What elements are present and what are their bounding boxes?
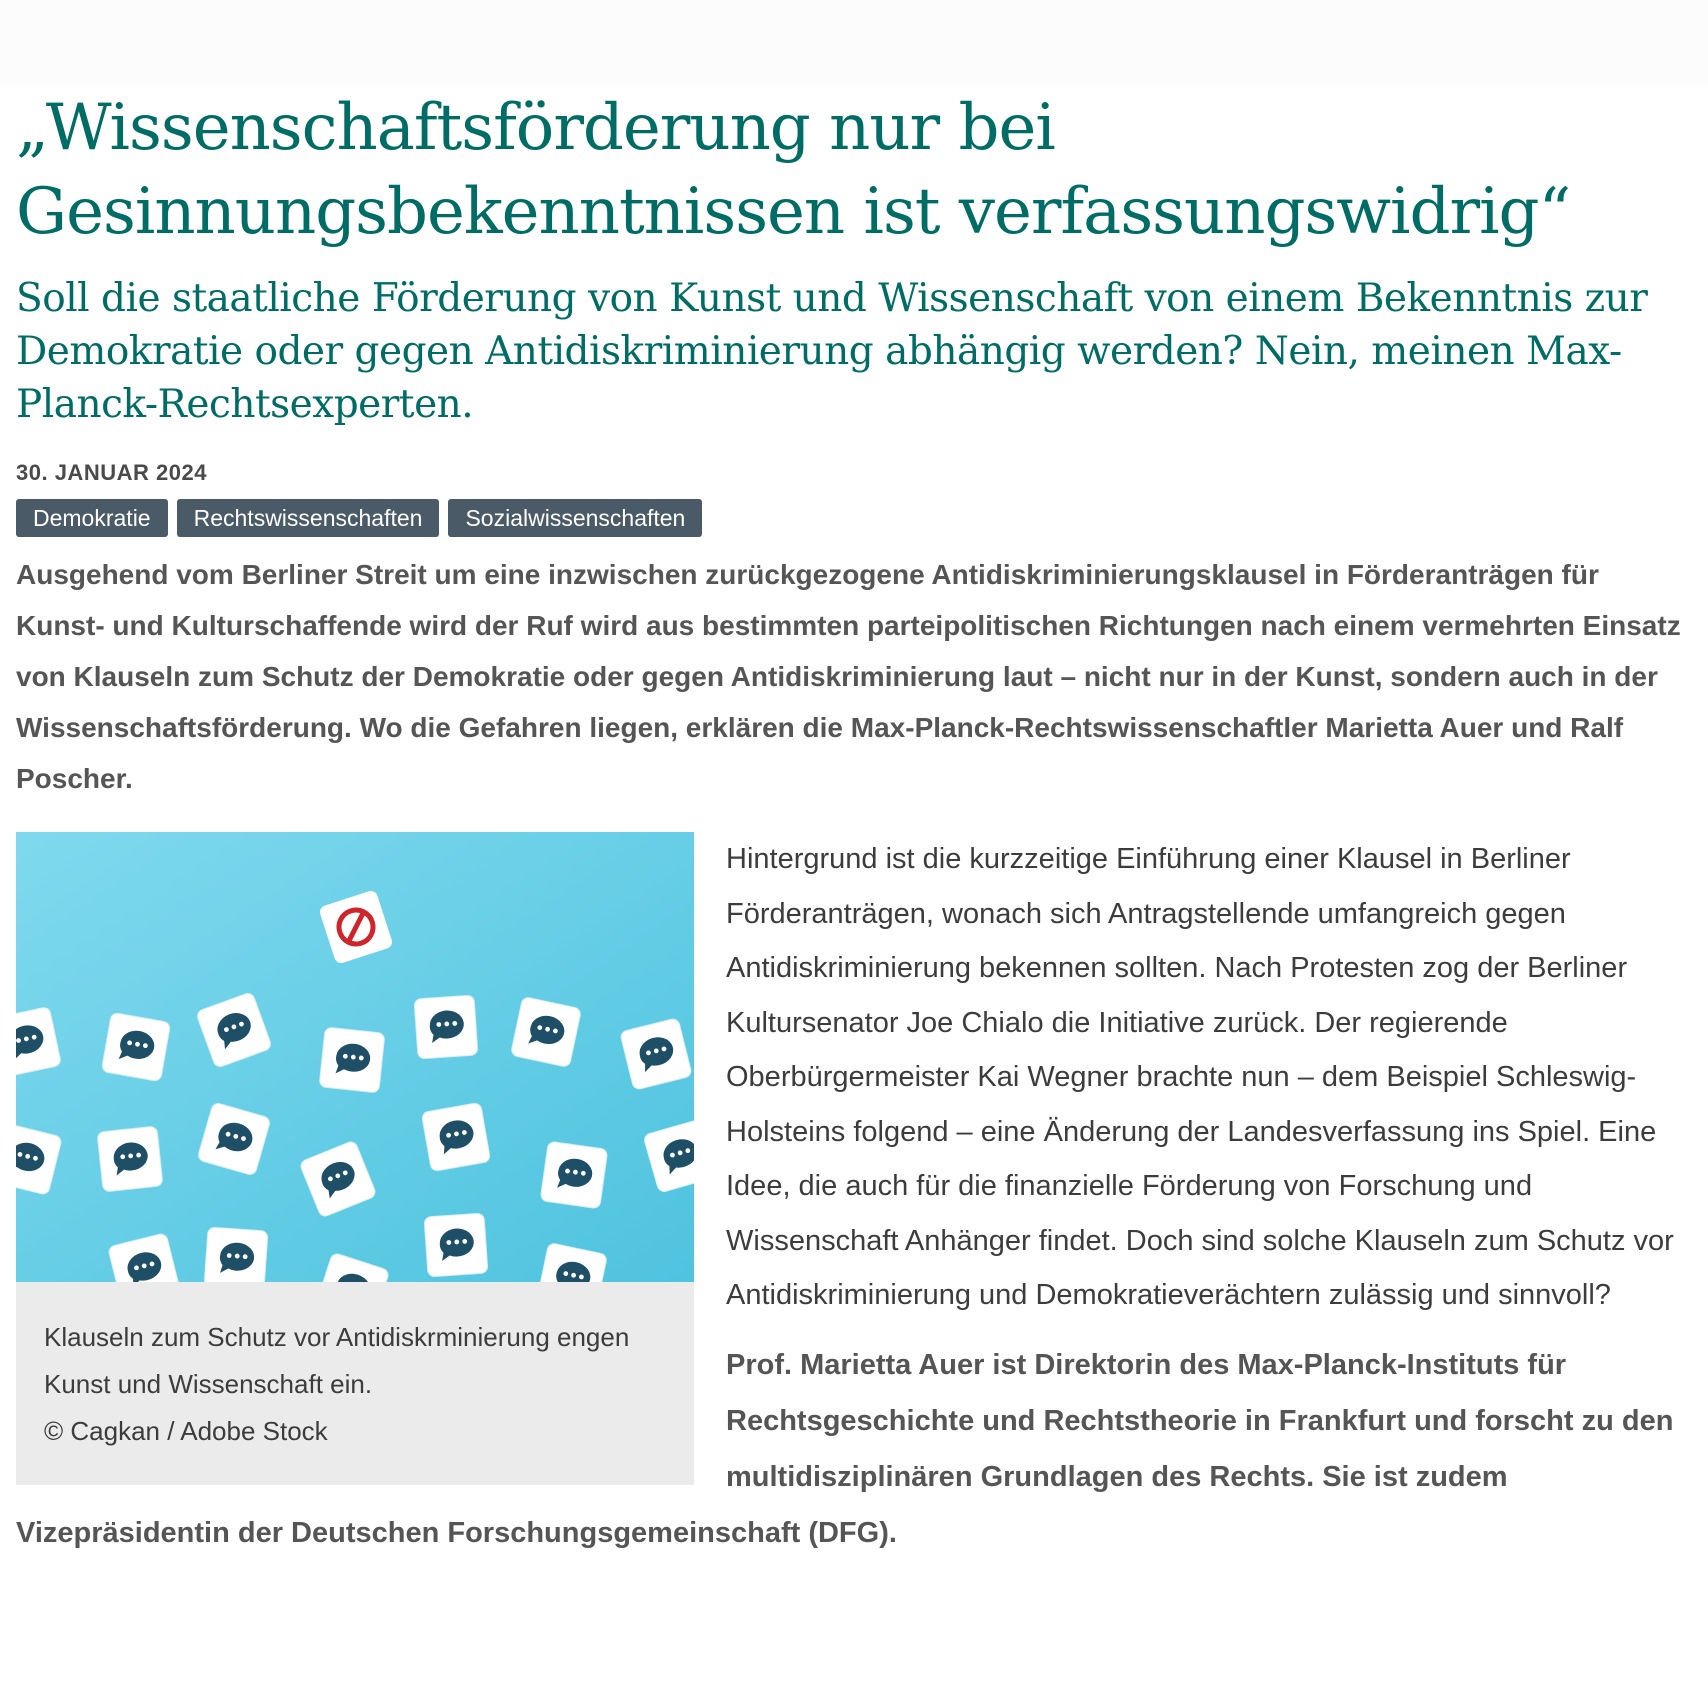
article-subtitle: Soll die staatliche Förderung von Kunst und Wissenschaft von einem Bekenntnis zur Demokratie oder gegen Antidiskriminierung abhängig werden? Nein, meinen Max-Planck-Rechtsexperten. (16, 276, 1648, 427)
article-image[interactable] (16, 832, 694, 1282)
article-date: 30. JANUAR 2024 (16, 460, 207, 485)
tag-demokratie[interactable]: Demokratie (16, 499, 168, 537)
tag-list (16, 499, 1692, 537)
figure-caption-text: Klauseln zum Schutz vor Antidiskrminierung engen Kunst und Wissenschaft ein. (44, 1322, 630, 1399)
tag-sozialwissenschaften[interactable]: Sozialwissenschaften (448, 499, 702, 537)
article (16, 86, 1692, 1561)
article-figure (16, 832, 694, 1485)
article-title: „Wissenschaftsförderung nur bei Gesinnungsbekenntnissen ist verfassungswidrig“ (16, 91, 1571, 249)
figure-caption (16, 1282, 694, 1485)
article-content (16, 832, 1692, 1561)
article-lead: Ausgehend vom Berliner Streit um eine inzwischen zurückgezogene Antidiskriminierungsklausel in Förderanträgen für Kunst- und Kulturschaffende wird der Ruf wird aus bestimmten parteipolitischen Richtungen nach einem vermehrten Einsatz von Klauseln zum Schutz der Demokratie oder gegen Antidiskriminierung laut – nicht nur in der Kunst, sondern auch in der Wissenschaftsförderung. Wo die Gefahren liegen, erklären die Max-Planck-Rechtswissenschaftler Marietta Auer und Ralf Poscher. (16, 559, 1681, 794)
figure-credit: © Cagkan / Adobe Stock (44, 1416, 328, 1446)
author-bio: Prof. Marietta Auer ist Direktorin des Max-Planck-Instituts für Rechtsgeschichte und Rechtstheorie in Frankfurt und forscht zu den multidisziplinären Grundlagen des Rechts. Sie ist zudem Vizepräsidentin der Deutschen Forschungsgemeinschaft (DFG). (16, 1348, 1674, 1549)
top-band (0, 0, 1708, 86)
article-body-paragraph: Hintergrund ist die kurzzeitige Einführung einer Klausel in Berliner Förderanträgen, wonach sich Antragstellende umfangreich gegen Antidiskriminierung bekennen sollten. Nach Protesten zog der Berliner Kultursenator Joe Chialo die Initiative zurück. Der regierende Oberbürgermeister Kai Wegner brachte nun – dem Beispiel Schleswig-Holsteins folgend – eine Änderung der Landesverfassung ins Spiel. Eine Idee, die auch für die finanzielle Förderung von Forschung und Wissenschaft Anhänger findet. Doch sind solche Klauseln zum Schutz vor Antidiskriminierung und Demokratieverächtern zulässig und sinnvoll? (726, 843, 1674, 1311)
tag-rechtswissenschaften[interactable]: Rechtswissenschaften (177, 499, 440, 537)
